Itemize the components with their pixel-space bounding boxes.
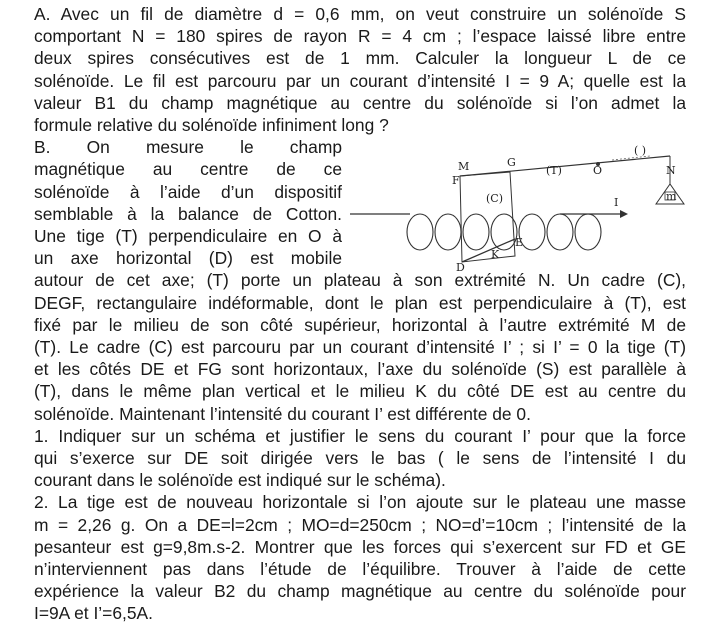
- text-line: courant dans le solénoïde est indiqué sur le schéma).: [34, 470, 446, 491]
- label-O: O: [593, 164, 603, 177]
- text-line: B. On mesure le champ: [34, 137, 342, 158]
- text-line: n’interviennent pas dans l’étude de l’équilibre. Trouver à l’aide de cette: [34, 559, 686, 579]
- text-line: 2. La tige est de nouveau horizontale si l’on ajoute sur le plateau une masse: [34, 492, 686, 513]
- text-line: fixé par le milieu de son côté supérieur, horizontal à l’autre extrémité M de: [34, 314, 686, 335]
- text-line: pesanteur est g=9,8m.s-2. Montrer que les forces qui s’exercent sur FD et GE: [34, 536, 686, 557]
- label-D-axis: ( ): [634, 144, 647, 157]
- text-line: solénoïde. Le fil est parcouru par un courant d’intensité I = 9 A; quelle est la: [34, 70, 686, 91]
- label-G: G: [507, 156, 516, 169]
- label-T: (T): [546, 164, 562, 177]
- label-C: (C): [486, 192, 503, 205]
- text-line: et les côtés DE et FG sont horizontaux, l’axe du solénoïde (S) est parallèle à: [34, 359, 686, 380]
- solenoid-coils: [407, 214, 601, 250]
- text-line: Une tige (T) perpendiculaire en O à: [34, 226, 342, 246]
- text-line: A. Avec un fil de diamètre d = 0,6 mm, on veut construire un solénoïde S: [34, 4, 686, 24]
- text-line: m = 2,26 g. On a DE=l=2cm ; MO=d=250cm ; NO=d’=10cm ; l’intensité de la: [34, 514, 686, 535]
- text-line: qui s’exerce sur DE soit dirigée vers le bas ( le sens de l’intensité I du: [34, 448, 686, 468]
- text-line: I=9A et I’=6,5A.: [34, 603, 153, 624]
- label-N: N: [666, 164, 676, 177]
- cotton-balance-diagram: [350, 144, 690, 272]
- label-E: E: [515, 236, 524, 249]
- text-line: DEGF, rectangulaire indéformable, dont le plan est perpendiculaire à (T), est: [34, 292, 686, 313]
- cotton-balance-figure: [350, 144, 690, 272]
- text-line: solénoïde. Maintenant l’intensité du courant I’ est différente de 0.: [34, 403, 531, 424]
- text-line: comportant N = 180 spires de rayon R = 4 cm ; l’espace laissé libre entre: [34, 26, 686, 47]
- text-line: expérience la valeur B2 du champ magnétique au centre du solénoïde pour: [34, 581, 686, 602]
- text-line: (T). Le cadre (C) est parcouru par un courant d’intensité I’ ; si I’ = 0 la tige (T): [34, 337, 686, 357]
- label-F: F: [452, 174, 460, 187]
- text-line: formule relative du solénoïde infiniment long ?: [34, 115, 389, 135]
- text-line: un axe horizontal (D) est mobile: [34, 248, 342, 269]
- current-arrow-head: [620, 210, 628, 218]
- text-line: solénoïde à l’aide d’un dispositif: [34, 181, 342, 202]
- text-line: semblable à la balance de Cotton.: [34, 203, 342, 224]
- text-line: valeur B1 du champ magnétique au centre du solénoïde si l’on admet la: [34, 92, 686, 113]
- text-line: deux spires consécutives est de 1 mm. Calculer la longueur L de ce: [34, 48, 686, 69]
- text-line: 1. Indiquer sur un schéma et justifier le sens du courant I’ pour que la force: [34, 425, 686, 446]
- label-D: D: [456, 261, 465, 272]
- text-line: autour de cet axe; (T) porte un plateau à son extrémité N. Un cadre (C),: [34, 270, 686, 291]
- label-I: I: [614, 196, 619, 209]
- text-line: magnétique au centre de ce: [34, 159, 342, 180]
- text-line: (T), dans le même plan vertical et le milieu K du côté DE est au centre du: [34, 381, 686, 402]
- label-K: K: [491, 248, 500, 261]
- label-m: m: [666, 190, 677, 203]
- label-M: M: [458, 160, 470, 173]
